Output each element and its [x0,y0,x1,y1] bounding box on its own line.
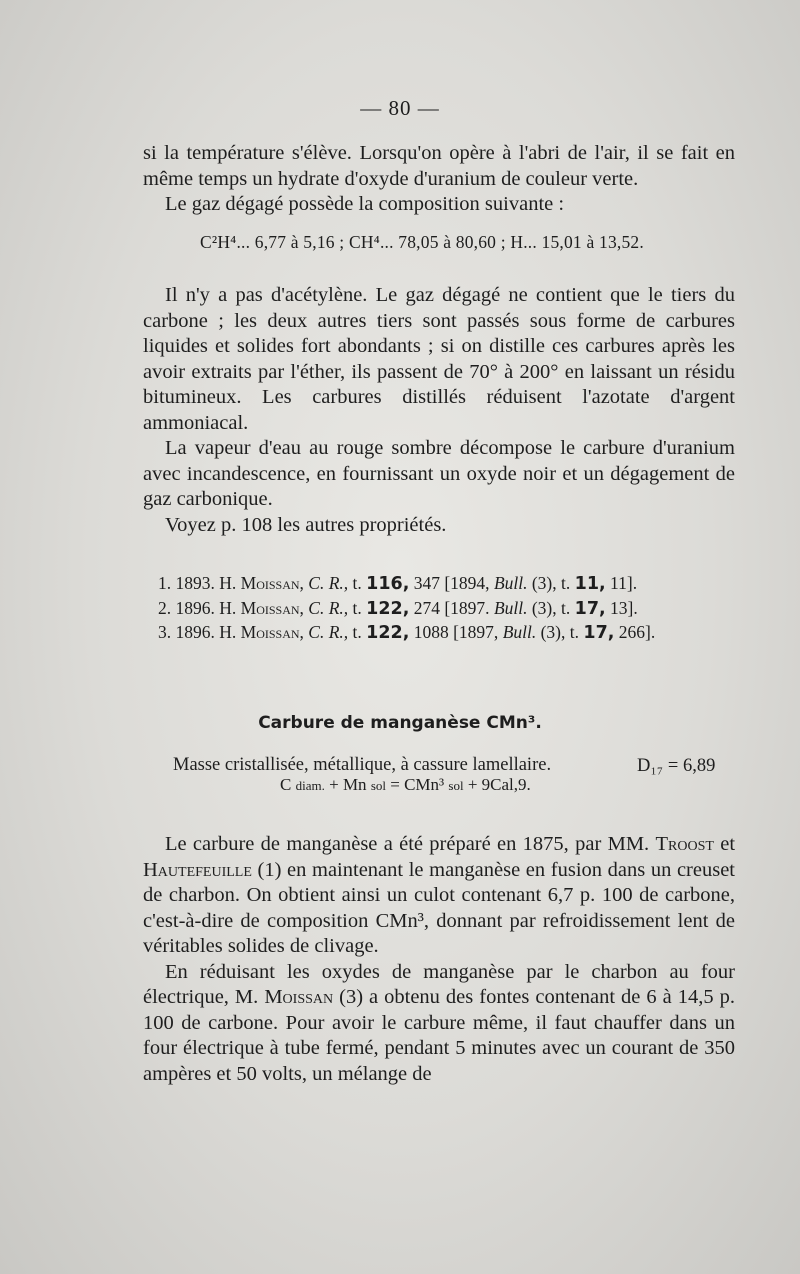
page-number: — 80 — [360,96,440,120]
thermo-equation: C diam. + Mn sol = CMn³ sol + 9Cal,9. [280,775,531,794]
section-title: Carbure de manganèse CMn³. [258,713,542,733]
density-value: D₁₇ = 6,89 [637,756,716,776]
gas-composition-formula [200,232,644,253]
paragraph-acetylene: Il n'y a pas d'acétylène. Le gaz dégagé ne contient que le tiers du carbone ; les deux autres tiers sont passés sous forme de carbures liquides et solides fort abondants ; si on distille ces carbures après les avoir extraits par l'éther, ils passent de 70° à 200° en laissant un résidu bitumineux. Les carbures distillés réduisent l'azotate d'argent ammoniacal. [143,284,735,434]
reference-item: 2. 1896. H. Moissan, C. R., t. 122, 274 [1897. Bull. (3), t. 17, 13]. [158,597,638,619]
reference-item: 1. 1893. H. Moissan, C. R., t. 116, 347 [1894, Bull. (3), t. 11, 11]. [158,573,638,594]
properties-line: Masse cristallisée, métallique, à cassure lamellaire. [173,755,552,775]
formula-c2h4: C²H⁴... 6,77 à 5,16 ; [200,232,345,252]
paragraph-see-page: Voyez p. 108 les autres propriétés. [165,513,447,536]
reference-item: 3. 1896. H. Moissan, C. R., t. 122, 1088 [1897, Bull. (3), t. 17, 266]. [158,622,656,643]
references-list [158,572,718,646]
formula-h: H... 15,01 à 13,52. [510,232,644,252]
paragraph-moissan-furnace: En réduisant les oxydes de manganèse par le charbon au four électrique, M. Moissan (3) a obtenu des fontes contenant de 6 à 14,5 p. 100 de carbone. Pour avoir le carbure même, il faut chauffer dans un four électrique à tube fermé, pendant 5 minutes avec un courant de 350 ampères et 50 volts, un mélange de [143,960,736,1085]
paragraph-air: si la température s'élève. Lorsqu'on opère à l'abri de l'air, il se fait en même temps un hydrate d'oxyde d'uranium de couleur verte. [143,142,735,190]
paragraph-troost-hautefeuille: Le carbure de manganèse a été préparé en 1875, par MM. Troost et Hautefeuille (1) en maintenant le manganèse en fusion dans un creuset de charbon. On obtient ainsi un culot contenant 6,7 p. 100 de carbone, c'est-à-dire de composition CMn³, donnant par refroidissement lent de véritables solides de clivage. [143,833,736,957]
manganese-text-block [143,832,735,1087]
paragraph-gas-composition: Le gaz dégagé possède la composition suivante : [165,193,565,215]
formula-ch4: CH⁴... 78,05 à 80,60 ; [348,232,506,252]
uranium-text-block-2 [143,283,735,538]
uranium-text-block [143,141,735,218]
paragraph-water-vapor: La vapeur d'eau au rouge sombre décompose le carbure d'uranium avec incandescence, en fournissant un oxyde noir et un dégagement de gaz carbonique. [143,437,735,510]
